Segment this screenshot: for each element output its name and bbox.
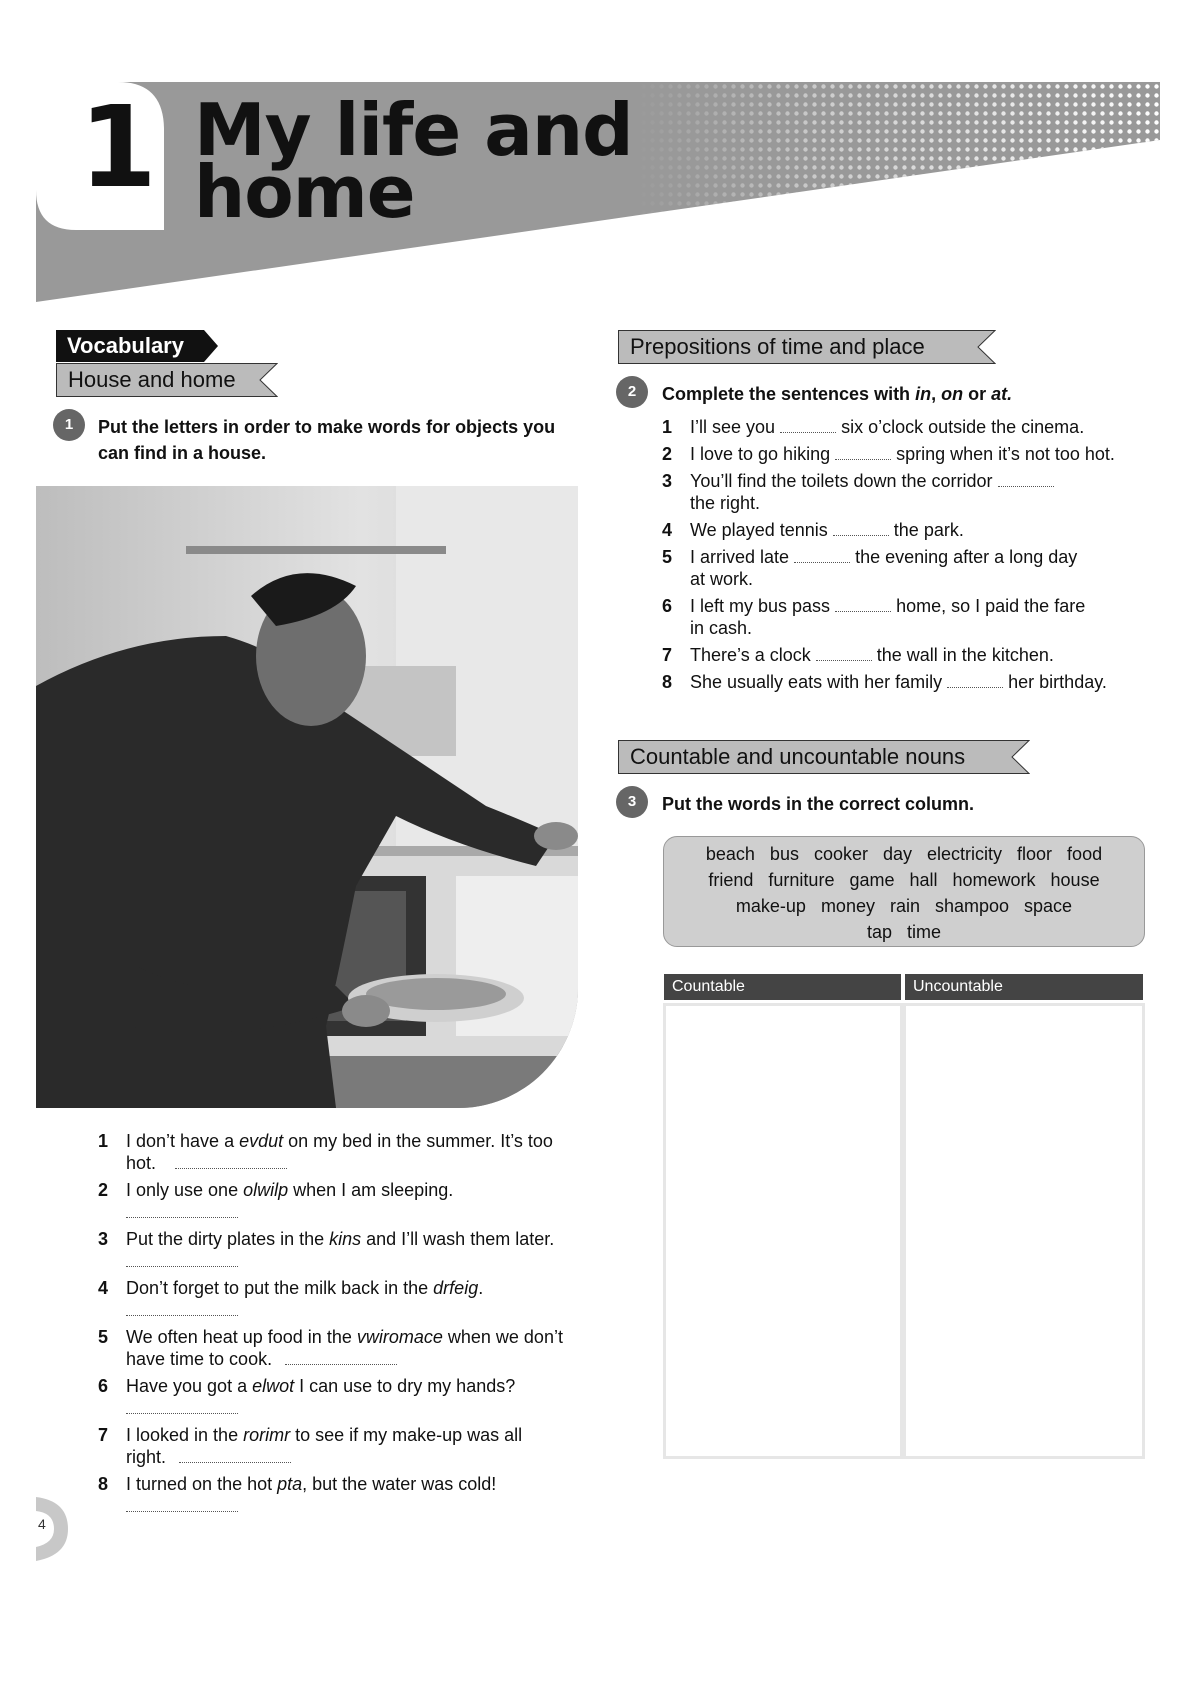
prep-item-6: 6 I left my bus pass home, so I paid the fare in cash. bbox=[662, 596, 1086, 638]
vocab-item-number: 7 bbox=[98, 1425, 109, 1445]
exercise-2-instruction: Complete the sentences with in, on or at. bbox=[662, 384, 1013, 404]
answer-blank[interactable] bbox=[947, 674, 1003, 688]
vocab-item-number: 6 bbox=[98, 1376, 109, 1396]
answer-blank[interactable] bbox=[285, 1351, 397, 1365]
jumbled-word: kins bbox=[329, 1229, 362, 1249]
exercise-1-instruction-line2: can find in a house. bbox=[98, 443, 267, 463]
vocab-item-number: 3 bbox=[98, 1229, 109, 1249]
word-line: tap time bbox=[866, 922, 942, 942]
word-box bbox=[663, 836, 1145, 947]
exercise-1-number: 1 bbox=[53, 409, 85, 441]
answer-blank[interactable] bbox=[126, 1302, 238, 1316]
answer-blank[interactable] bbox=[794, 549, 850, 563]
word-line: friend furniture game hall homework house bbox=[708, 870, 1100, 890]
vocabulary-label: Vocabulary bbox=[56, 330, 196, 362]
vocabulary-label-arrow bbox=[196, 330, 218, 362]
exercise-3-instruction: Put the words in the correct column. bbox=[662, 794, 975, 814]
answer-blank[interactable] bbox=[833, 522, 889, 536]
jumbled-word: pta bbox=[277, 1474, 303, 1494]
vocab-item-4: 4 Don’t forget to put the milk back in the drfeig. bbox=[98, 1277, 588, 1321]
vocab-item-1: 1 I don’t have a evdut on my bed in the summer. It’s too hot. bbox=[98, 1131, 553, 1173]
vocab-item-2: 2 I only use one olwilp when I am sleeping. bbox=[98, 1179, 588, 1223]
exercise-3-number: 3 bbox=[616, 786, 648, 818]
prepositions-label: Prepositions of time and place bbox=[618, 330, 974, 364]
vocab-item-7: 7 I looked in the rorimr to see if my make-up was all right. bbox=[98, 1425, 523, 1467]
answer-blank[interactable] bbox=[126, 1253, 238, 1267]
prep-item-2: 2 I love to go hiking spring when it’s not too hot. bbox=[662, 444, 1115, 464]
vocab-item-number: 5 bbox=[98, 1327, 109, 1347]
unit-title-line1: My life and bbox=[194, 88, 633, 172]
answer-blank[interactable] bbox=[126, 1400, 238, 1414]
unit-title-line2: home bbox=[194, 150, 415, 234]
jumbled-word: drfeig bbox=[433, 1278, 479, 1298]
page-number: 4 bbox=[38, 1516, 46, 1532]
answer-blank[interactable] bbox=[126, 1204, 238, 1218]
jumbled-word: evdut bbox=[239, 1131, 284, 1151]
vocab-item-number: 1 bbox=[98, 1131, 109, 1151]
unit-number: 1 bbox=[79, 83, 157, 213]
jumbled-word: olwilp bbox=[243, 1180, 289, 1200]
answer-blank[interactable] bbox=[816, 647, 872, 661]
answer-blank[interactable] bbox=[179, 1449, 291, 1463]
answer-blank[interactable] bbox=[998, 473, 1054, 487]
countable-column-area[interactable] bbox=[663, 1003, 903, 1459]
exercise-2-number: 2 bbox=[616, 376, 648, 408]
answer-blank[interactable] bbox=[780, 419, 836, 433]
vocab-item-6: 6 Have you got a elwot I can use to dry my hands? bbox=[98, 1375, 588, 1419]
man-using-microwave-photo bbox=[36, 486, 578, 1108]
nouns-label: Countable and uncountable nouns bbox=[618, 740, 1008, 774]
vocab-item-8: 8 I turned on the hot pta, but the water was cold! bbox=[98, 1473, 588, 1517]
vocab-item-number: 2 bbox=[98, 1180, 109, 1200]
prepositions-label-notch bbox=[972, 330, 996, 364]
prep-item-4: 4 We played tennis the park. bbox=[662, 520, 964, 540]
jumbled-word: elwot bbox=[252, 1376, 295, 1396]
answer-blank[interactable] bbox=[835, 446, 891, 460]
countable-column-header: Countable bbox=[664, 974, 901, 1000]
answer-blank[interactable] bbox=[835, 598, 891, 612]
prep-item-1: 1 I’ll see you six o’clock outside the cinema. bbox=[662, 417, 1085, 437]
prep-item-5: 5 I arrived late the evening after a long day at work. bbox=[662, 547, 1078, 589]
jumbled-word: vwiromace bbox=[356, 1327, 443, 1347]
uncountable-column-area[interactable] bbox=[903, 1003, 1145, 1459]
exercise-1-instruction-line1: Put the letters in order to make words for objects you bbox=[98, 417, 556, 437]
vocab-item-number: 8 bbox=[98, 1474, 109, 1494]
prep-item-8: 8 She usually eats with her family her birthday. bbox=[662, 672, 1107, 692]
answer-blank[interactable] bbox=[175, 1155, 287, 1169]
word-line: make-up money rain shampoo space bbox=[735, 896, 1073, 916]
jumbled-word: rorimr bbox=[243, 1425, 291, 1445]
house-and-home-label-notch bbox=[254, 363, 278, 397]
prep-item-3: 3 You’ll find the toilets down the corridor the right. bbox=[662, 470, 1132, 514]
word-line: beach bus cooker day electricity floor food bbox=[705, 844, 1103, 864]
vocab-item-5: 5 We often heat up food in the vwiromace when we don’t have time to cook. bbox=[98, 1327, 563, 1369]
vocab-item-number: 4 bbox=[98, 1278, 109, 1298]
house-and-home-label: House and home bbox=[56, 363, 256, 397]
vocab-item-3: 3 Put the dirty plates in the kins and I’ll wash them later. bbox=[98, 1228, 588, 1272]
prep-item-7: 7 There’s a clock the wall in the kitchen. bbox=[662, 645, 1054, 665]
uncountable-column-header: Uncountable bbox=[905, 974, 1143, 1000]
answer-blank[interactable] bbox=[126, 1498, 238, 1512]
nouns-label-notch bbox=[1006, 740, 1030, 774]
